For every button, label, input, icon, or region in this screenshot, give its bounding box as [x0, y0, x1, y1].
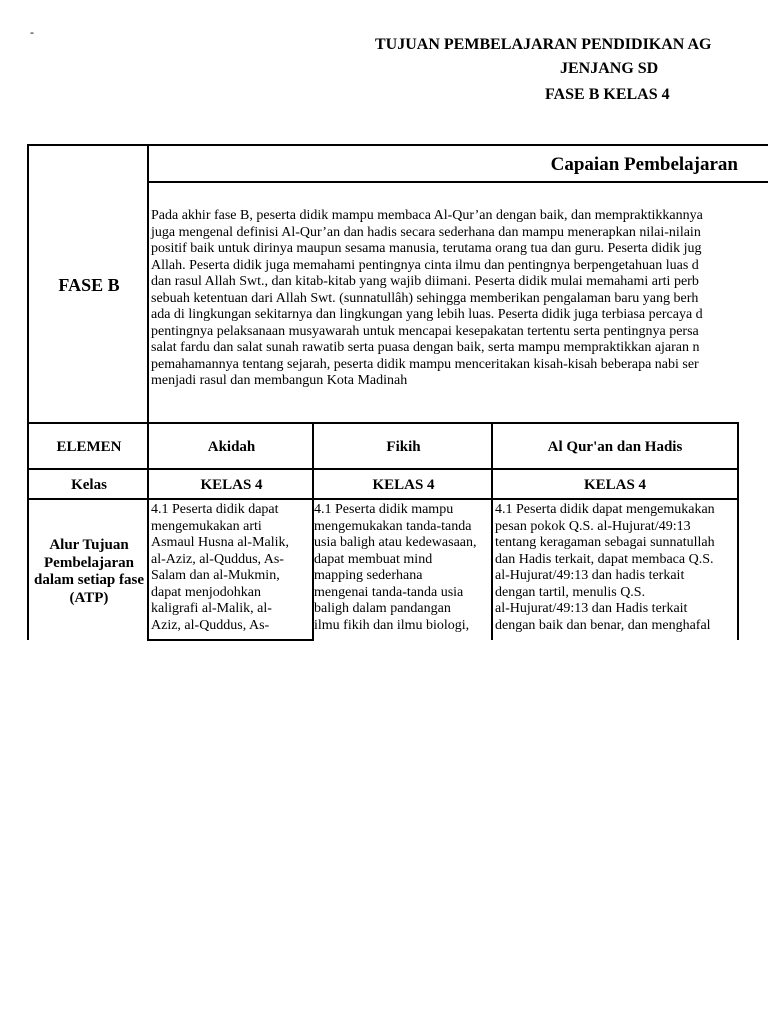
kelas-fikih-cell: [312, 468, 493, 500]
atp-akidah-line: mengemukakan arti: [151, 518, 262, 534]
atp-quran-line: 4.1 Peserta didik dapat mengemukakan: [495, 502, 715, 517]
title-line-1: TUJUAN PEMBELAJARAN PENDIDIKAN AG: [375, 36, 712, 53]
atp-fikih-line: mapping sederhana: [314, 568, 423, 583]
capaian-line: positif baik untuk dirinya maupun sesama manusia, terutama orang tua dan guru. Peserta didik jug: [151, 241, 702, 256]
capaian-line: juga mengenal definisi Al-Qur’an dan hadis secara sederhana dan mampu menerapkan nilai-nilain: [151, 224, 701, 240]
atp-quran-line: al-Hujurat/49:13 dan Hadis terkait: [495, 601, 688, 616]
atp-fikih-line: usia baligh atau kedewasaan,: [314, 535, 477, 550]
atp-label: [29, 537, 149, 607]
atp-akidah-line: Salam dan al-Mukmin,: [151, 568, 280, 583]
capaian-line: dan rasul Allah Swt., dan kitab-kitab yang wajib diimani. Peserta didik mulai memahami arti perb: [151, 274, 699, 289]
kelas-quran-cell: [491, 468, 739, 500]
title-line-3: FASE B KELAS 4: [545, 86, 670, 103]
element-quran-cell: [491, 422, 739, 470]
atp-akidah-line: Aziz, al-Quddus, As-: [151, 617, 270, 633]
atp-label-line: Pembelajaran: [44, 554, 134, 571]
atp-akidah-cell: [147, 498, 314, 641]
atp-fikih-line: baligh dalam pandangan: [314, 601, 451, 616]
atp-label-line: (ATP): [69, 589, 109, 606]
atp-quran-line: dengan baik dan benar, dan menghafal: [495, 617, 711, 633]
atp-fikih-line: mengemukakan tanda-tanda: [314, 518, 472, 534]
atp-fikih-cell: [312, 498, 493, 640]
atp-label-line: Alur Tujuan: [49, 537, 129, 553]
atp-akidah-line: kaligrafi al-Malik, al-: [151, 601, 272, 616]
capaian-line: pemahamannya tentang sejarah, peserta didik mampu menceritakan kisah-kisah beberapa nabi ser: [151, 356, 699, 372]
kelas-akidah: KELAS 4: [200, 476, 263, 493]
atp-fikih-line: dapat membuat mind: [314, 551, 433, 567]
kelas-fikih: KELAS 4: [372, 476, 435, 493]
capaian-title: Capaian Pembelajaran: [550, 154, 738, 175]
kelas-label: Kelas: [71, 476, 107, 493]
atp-quran-line: tentang keragaman sebagai sunnatullah: [495, 535, 715, 550]
capaian-line: menjadi rasul dan membangun Kota Madinah: [151, 373, 408, 388]
atp-quran-line: dan Hadis terkait, dapat membaca Q.S.: [495, 551, 714, 567]
atp-quran-line: al-Hujurat/49:13 dan hadis terkait: [495, 568, 685, 583]
element-quran: Al Qur'an dan Hadis: [547, 438, 683, 455]
kelas-label-cell: [27, 468, 149, 500]
capaian-text-cell: [147, 183, 768, 424]
capaian-line: ada di lingkungan sekitarnya dan lingkungan yang lebih luas. Peserta didik juga terbiasa percaya d: [151, 307, 703, 322]
capaian-line: sebuah ketentuan dari Allah Swt. (sunnatullâh) sehingga memberikan pengalaman baru yang berh: [151, 290, 699, 306]
atp-label-cell: [27, 498, 149, 640]
atp-fikih-line: mengenai tanda-tanda usia: [314, 584, 464, 600]
atp-fikih-line: 4.1 Peserta didik mampu: [314, 502, 454, 517]
atp-akidah-line: Asmaul Husna al-Malik,: [151, 535, 290, 550]
capaian-line: Pada akhir fase B, peserta didik mampu membaca Al-Qur’an dengan baik, dan mempraktikkannya: [151, 208, 703, 223]
capaian-title-cell: [147, 144, 768, 183]
capaian-line: Allah. Peserta didik juga memahami pentingnya cinta ilmu dan pentingnya berpengetahuan luas d: [151, 257, 699, 273]
elemen-label-cell: [27, 422, 149, 470]
fase-label-cell: [27, 144, 149, 424]
capaian-line: salat fardu dan salat sunah rawatib serta puasa dengan baik, serta mampu mempraktikkan ajaran n: [151, 340, 700, 355]
atp-akidah-text: [149, 502, 312, 634]
atp-label-line: dalam setiap fase: [34, 572, 144, 588]
title-line-2: JENJANG SD: [560, 60, 659, 77]
atp-quran-line: dengan tartil, menulis Q.S.: [495, 584, 646, 600]
element-fikih-cell: [312, 422, 493, 470]
element-akidah: Akidah: [207, 438, 256, 455]
fase-label: FASE B: [58, 274, 120, 295]
kelas-akidah-cell: [147, 468, 314, 500]
atp-quran-line: pesan pokok Q.S. al-Hujurat/49:13: [495, 518, 691, 534]
element-akidah-cell: [147, 422, 314, 470]
atp-akidah-line: 4.1 Peserta didik dapat: [151, 502, 279, 517]
element-fikih: Fikih: [386, 438, 421, 455]
atp-akidah-line: dapat menjodohkan: [151, 584, 262, 600]
kelas-quran: KELAS 4: [583, 476, 647, 493]
atp-quran-cell: [491, 498, 739, 640]
capaian-text: [149, 208, 768, 390]
atp-fikih-text: [312, 502, 493, 634]
atp-fikih-line: ilmu fikih dan ilmu biologi,: [314, 617, 470, 633]
corner-mark: -: [30, 25, 34, 39]
capaian-line: pentingnya pelaksanaan musyawarah untuk mencapai kesepakatan tertentu serta pentingnya persa: [151, 323, 699, 339]
atp-akidah-line: al-Aziz, al-Quddus, As-: [151, 551, 284, 567]
atp-quran-text: [493, 502, 737, 634]
elemen-label: ELEMEN: [56, 438, 122, 455]
